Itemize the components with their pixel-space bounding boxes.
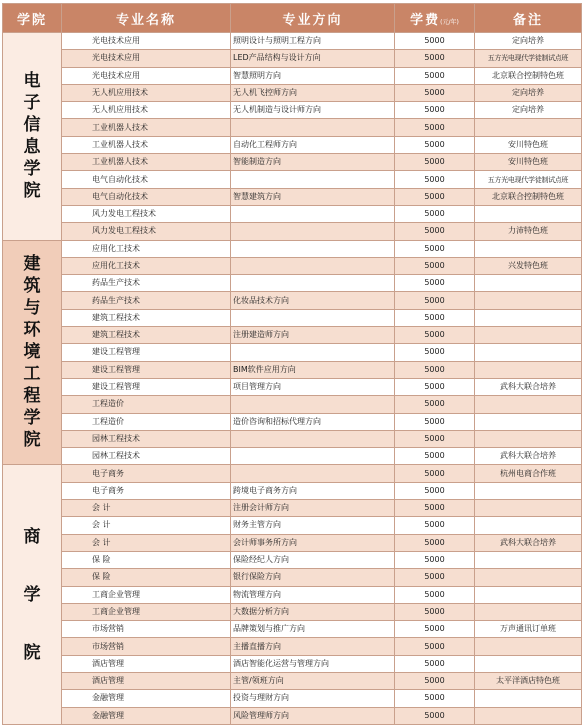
note-cell bbox=[475, 396, 582, 413]
note-cell bbox=[475, 586, 582, 603]
header-college: 学院 bbox=[3, 4, 62, 33]
major-cell: 工程造价 bbox=[62, 413, 231, 430]
major-cell: 建设工程管理 bbox=[62, 378, 231, 395]
note-cell bbox=[475, 517, 582, 534]
direction-cell bbox=[231, 430, 395, 447]
fee-cell: 5000 bbox=[395, 621, 475, 638]
major-cell: 应用化工技术 bbox=[62, 257, 231, 274]
fee-cell: 5000 bbox=[395, 465, 475, 482]
major-cell: 园林工程技术 bbox=[62, 430, 231, 447]
fee-cell: 5000 bbox=[395, 551, 475, 568]
direction-cell: 酒店智能化运营与管理方向 bbox=[231, 655, 395, 672]
note-cell bbox=[475, 638, 582, 655]
major-cell: 药品生产技术 bbox=[62, 275, 231, 292]
fee-cell: 5000 bbox=[395, 292, 475, 309]
note-cell: 北京联合控制特色班 bbox=[475, 188, 582, 205]
direction-cell: 注册会计师方向 bbox=[231, 500, 395, 517]
direction-cell bbox=[231, 205, 395, 222]
table-row bbox=[3, 309, 582, 326]
table-row bbox=[3, 448, 582, 465]
table-row bbox=[3, 465, 582, 482]
fee-cell: 5000 bbox=[395, 102, 475, 119]
major-cell: 电气自动化技术 bbox=[62, 188, 231, 205]
table-body bbox=[3, 33, 582, 725]
table-row bbox=[3, 482, 582, 499]
fee-cell: 5000 bbox=[395, 205, 475, 222]
major-cell: 建筑工程技术 bbox=[62, 327, 231, 344]
direction-cell: 会计师事务所方向 bbox=[231, 534, 395, 551]
direction-cell bbox=[231, 223, 395, 240]
table-row bbox=[3, 188, 582, 205]
note-cell: 五方光电现代学徒制试点班 bbox=[475, 50, 582, 67]
table-row bbox=[3, 154, 582, 171]
header-row bbox=[3, 4, 582, 33]
note-cell bbox=[475, 482, 582, 499]
major-cell: 应用化工技术 bbox=[62, 240, 231, 257]
direction-cell: 自动化工程师方向 bbox=[231, 136, 395, 153]
direction-cell: 保险经纪人方向 bbox=[231, 551, 395, 568]
direction-cell bbox=[231, 396, 395, 413]
note-cell: 北京联合控制特色班 bbox=[475, 67, 582, 84]
direction-cell: 银行保险方向 bbox=[231, 569, 395, 586]
fee-cell: 5000 bbox=[395, 603, 475, 620]
fee-cell: 5000 bbox=[395, 119, 475, 136]
note-cell bbox=[475, 292, 582, 309]
direction-cell: 项目管理方向 bbox=[231, 378, 395, 395]
note-cell bbox=[475, 361, 582, 378]
fee-cell: 5000 bbox=[395, 309, 475, 326]
major-cell: 无人机应用技术 bbox=[62, 84, 231, 101]
direction-cell: 智慧照明方向 bbox=[231, 67, 395, 84]
tuition-table bbox=[2, 3, 582, 725]
table-row bbox=[3, 361, 582, 378]
major-cell: 电子商务 bbox=[62, 465, 231, 482]
table-row bbox=[3, 638, 582, 655]
direction-cell: 投资与理财方向 bbox=[231, 690, 395, 707]
direction-cell bbox=[231, 171, 395, 188]
direction-cell: BIM软件应用方向 bbox=[231, 361, 395, 378]
major-cell: 建筑工程技术 bbox=[62, 309, 231, 326]
major-cell: 保 险 bbox=[62, 551, 231, 568]
note-cell bbox=[475, 707, 582, 724]
note-cell: 力沛特色班 bbox=[475, 223, 582, 240]
fee-cell: 5000 bbox=[395, 396, 475, 413]
table-row bbox=[3, 327, 582, 344]
note-cell bbox=[475, 309, 582, 326]
major-cell: 会 计 bbox=[62, 534, 231, 551]
direction-cell: 无人机飞控师方向 bbox=[231, 84, 395, 101]
note-cell: 安川特色班 bbox=[475, 136, 582, 153]
note-cell bbox=[475, 551, 582, 568]
major-cell: 建设工程管理 bbox=[62, 361, 231, 378]
table-row bbox=[3, 707, 582, 724]
fee-cell: 5000 bbox=[395, 534, 475, 551]
direction-cell bbox=[231, 344, 395, 361]
note-cell: 武科大联合培养 bbox=[475, 534, 582, 551]
direction-cell bbox=[231, 465, 395, 482]
header-fee bbox=[395, 4, 475, 33]
major-cell: 会 计 bbox=[62, 500, 231, 517]
table-row bbox=[3, 33, 582, 50]
note-cell bbox=[475, 205, 582, 222]
table-row bbox=[3, 500, 582, 517]
table-row bbox=[3, 275, 582, 292]
table-row bbox=[3, 534, 582, 551]
note-cell: 武科大联合培养 bbox=[475, 378, 582, 395]
fee-cell: 5000 bbox=[395, 223, 475, 240]
fee-cell: 5000 bbox=[395, 240, 475, 257]
table-row bbox=[3, 396, 582, 413]
tuition-table-container bbox=[2, 3, 581, 725]
major-cell: 工程造价 bbox=[62, 396, 231, 413]
direction-cell: 主管/领班方向 bbox=[231, 672, 395, 689]
table-row bbox=[3, 430, 582, 447]
header-major: 专业名称 bbox=[62, 4, 231, 33]
college-name-cell: 电子信息学院 bbox=[3, 33, 62, 241]
direction-cell bbox=[231, 275, 395, 292]
major-cell: 无人机应用技术 bbox=[62, 102, 231, 119]
table-row bbox=[3, 223, 582, 240]
note-cell: 定向培养 bbox=[475, 33, 582, 50]
note-cell bbox=[475, 240, 582, 257]
table-row bbox=[3, 690, 582, 707]
fee-cell: 5000 bbox=[395, 517, 475, 534]
table-row bbox=[3, 621, 582, 638]
major-cell: 光电技术应用 bbox=[62, 33, 231, 50]
fee-cell: 5000 bbox=[395, 672, 475, 689]
college-name-cell: 商学院 bbox=[3, 465, 62, 724]
major-cell: 工商企业管理 bbox=[62, 586, 231, 603]
college-name-cell: 建筑与环境工程学院 bbox=[3, 240, 62, 465]
direction-cell: 照明设计与照明工程方向 bbox=[231, 33, 395, 50]
major-cell: 保 险 bbox=[62, 569, 231, 586]
major-cell: 会 计 bbox=[62, 517, 231, 534]
table-row bbox=[3, 136, 582, 153]
note-cell bbox=[475, 569, 582, 586]
note-cell: 兴发特色班 bbox=[475, 257, 582, 274]
fee-cell: 5000 bbox=[395, 448, 475, 465]
direction-cell: 物流管理方向 bbox=[231, 586, 395, 603]
table-row bbox=[3, 67, 582, 84]
major-cell: 电气自动化技术 bbox=[62, 171, 231, 188]
major-cell: 工商企业管理 bbox=[62, 603, 231, 620]
header-fee-label: 学费 bbox=[410, 12, 441, 28]
direction-cell: 风险管理师方向 bbox=[231, 707, 395, 724]
major-cell: 光电技术应用 bbox=[62, 67, 231, 84]
direction-cell: 品牌策划与推广方向 bbox=[231, 621, 395, 638]
direction-cell: LED产品结构与设计方向 bbox=[231, 50, 395, 67]
table-row bbox=[3, 205, 582, 222]
table-row bbox=[3, 84, 582, 101]
note-cell: 万声通讯订单班 bbox=[475, 621, 582, 638]
table-row bbox=[3, 655, 582, 672]
table-row bbox=[3, 119, 582, 136]
major-cell: 工业机器人技术 bbox=[62, 136, 231, 153]
direction-cell: 大数据分析方向 bbox=[231, 603, 395, 620]
note-cell bbox=[475, 275, 582, 292]
table-row bbox=[3, 257, 582, 274]
direction-cell: 无人机制造与设计师方向 bbox=[231, 102, 395, 119]
fee-cell: 5000 bbox=[395, 500, 475, 517]
direction-cell: 智能制造方向 bbox=[231, 154, 395, 171]
major-cell: 市场营销 bbox=[62, 621, 231, 638]
major-cell: 建设工程管理 bbox=[62, 344, 231, 361]
fee-cell: 5000 bbox=[395, 655, 475, 672]
fee-cell: 5000 bbox=[395, 50, 475, 67]
table-row bbox=[3, 378, 582, 395]
fee-cell: 5000 bbox=[395, 188, 475, 205]
table-row bbox=[3, 240, 582, 257]
major-cell: 工业机器人技术 bbox=[62, 154, 231, 171]
header-fee-unit: (元/年) bbox=[440, 18, 459, 26]
table-row bbox=[3, 517, 582, 534]
direction-cell bbox=[231, 240, 395, 257]
major-cell: 药品生产技术 bbox=[62, 292, 231, 309]
direction-cell bbox=[231, 309, 395, 326]
fee-cell: 5000 bbox=[395, 569, 475, 586]
header-direction: 专业方向 bbox=[231, 4, 395, 33]
direction-cell bbox=[231, 119, 395, 136]
major-cell: 酒店管理 bbox=[62, 655, 231, 672]
fee-cell: 5000 bbox=[395, 361, 475, 378]
table-row bbox=[3, 171, 582, 188]
major-cell: 市场营销 bbox=[62, 638, 231, 655]
note-cell: 太平洋酒店特色班 bbox=[475, 672, 582, 689]
major-cell: 金融管理 bbox=[62, 690, 231, 707]
note-cell bbox=[475, 327, 582, 344]
note-cell: 杭州电商合作班 bbox=[475, 465, 582, 482]
note-cell: 定向培养 bbox=[475, 84, 582, 101]
major-cell: 风力发电工程技术 bbox=[62, 223, 231, 240]
fee-cell: 5000 bbox=[395, 136, 475, 153]
direction-cell bbox=[231, 257, 395, 274]
fee-cell: 5000 bbox=[395, 413, 475, 430]
table-row bbox=[3, 344, 582, 361]
fee-cell: 5000 bbox=[395, 327, 475, 344]
fee-cell: 5000 bbox=[395, 430, 475, 447]
direction-cell: 跨境电子商务方向 bbox=[231, 482, 395, 499]
note-cell bbox=[475, 603, 582, 620]
fee-cell: 5000 bbox=[395, 378, 475, 395]
table-row bbox=[3, 292, 582, 309]
fee-cell: 5000 bbox=[395, 344, 475, 361]
major-cell: 光电技术应用 bbox=[62, 50, 231, 67]
major-cell: 电子商务 bbox=[62, 482, 231, 499]
note-cell bbox=[475, 344, 582, 361]
note-cell bbox=[475, 119, 582, 136]
fee-cell: 5000 bbox=[395, 690, 475, 707]
major-cell: 工业机器人技术 bbox=[62, 119, 231, 136]
note-cell: 安川特色班 bbox=[475, 154, 582, 171]
fee-cell: 5000 bbox=[395, 84, 475, 101]
fee-cell: 5000 bbox=[395, 275, 475, 292]
direction-cell: 注册建造师方向 bbox=[231, 327, 395, 344]
note-cell: 武科大联合培养 bbox=[475, 448, 582, 465]
fee-cell: 5000 bbox=[395, 171, 475, 188]
note-cell bbox=[475, 430, 582, 447]
table-row bbox=[3, 551, 582, 568]
major-cell: 金融管理 bbox=[62, 707, 231, 724]
fee-cell: 5000 bbox=[395, 707, 475, 724]
fee-cell: 5000 bbox=[395, 638, 475, 655]
major-cell: 酒店管理 bbox=[62, 672, 231, 689]
direction-cell: 财务主管方向 bbox=[231, 517, 395, 534]
fee-cell: 5000 bbox=[395, 586, 475, 603]
table-row bbox=[3, 672, 582, 689]
note-cell bbox=[475, 690, 582, 707]
direction-cell bbox=[231, 448, 395, 465]
note-cell: 五方光电现代学徒制试点班 bbox=[475, 171, 582, 188]
fee-cell: 5000 bbox=[395, 257, 475, 274]
direction-cell: 主播直播方向 bbox=[231, 638, 395, 655]
direction-cell: 化妆品技术方向 bbox=[231, 292, 395, 309]
table-row bbox=[3, 50, 582, 67]
note-cell bbox=[475, 413, 582, 430]
header-note: 备注 bbox=[475, 4, 582, 33]
table-row bbox=[3, 603, 582, 620]
table-row bbox=[3, 102, 582, 119]
note-cell bbox=[475, 500, 582, 517]
fee-cell: 5000 bbox=[395, 67, 475, 84]
table-row bbox=[3, 586, 582, 603]
note-cell bbox=[475, 655, 582, 672]
major-cell: 园林工程技术 bbox=[62, 448, 231, 465]
fee-cell: 5000 bbox=[395, 33, 475, 50]
fee-cell: 5000 bbox=[395, 154, 475, 171]
table-row bbox=[3, 569, 582, 586]
note-cell: 定向培养 bbox=[475, 102, 582, 119]
fee-cell: 5000 bbox=[395, 482, 475, 499]
major-cell: 风力发电工程技术 bbox=[62, 205, 231, 222]
direction-cell: 智慧建筑方向 bbox=[231, 188, 395, 205]
table-row bbox=[3, 413, 582, 430]
direction-cell: 造价咨询和招标代理方向 bbox=[231, 413, 395, 430]
